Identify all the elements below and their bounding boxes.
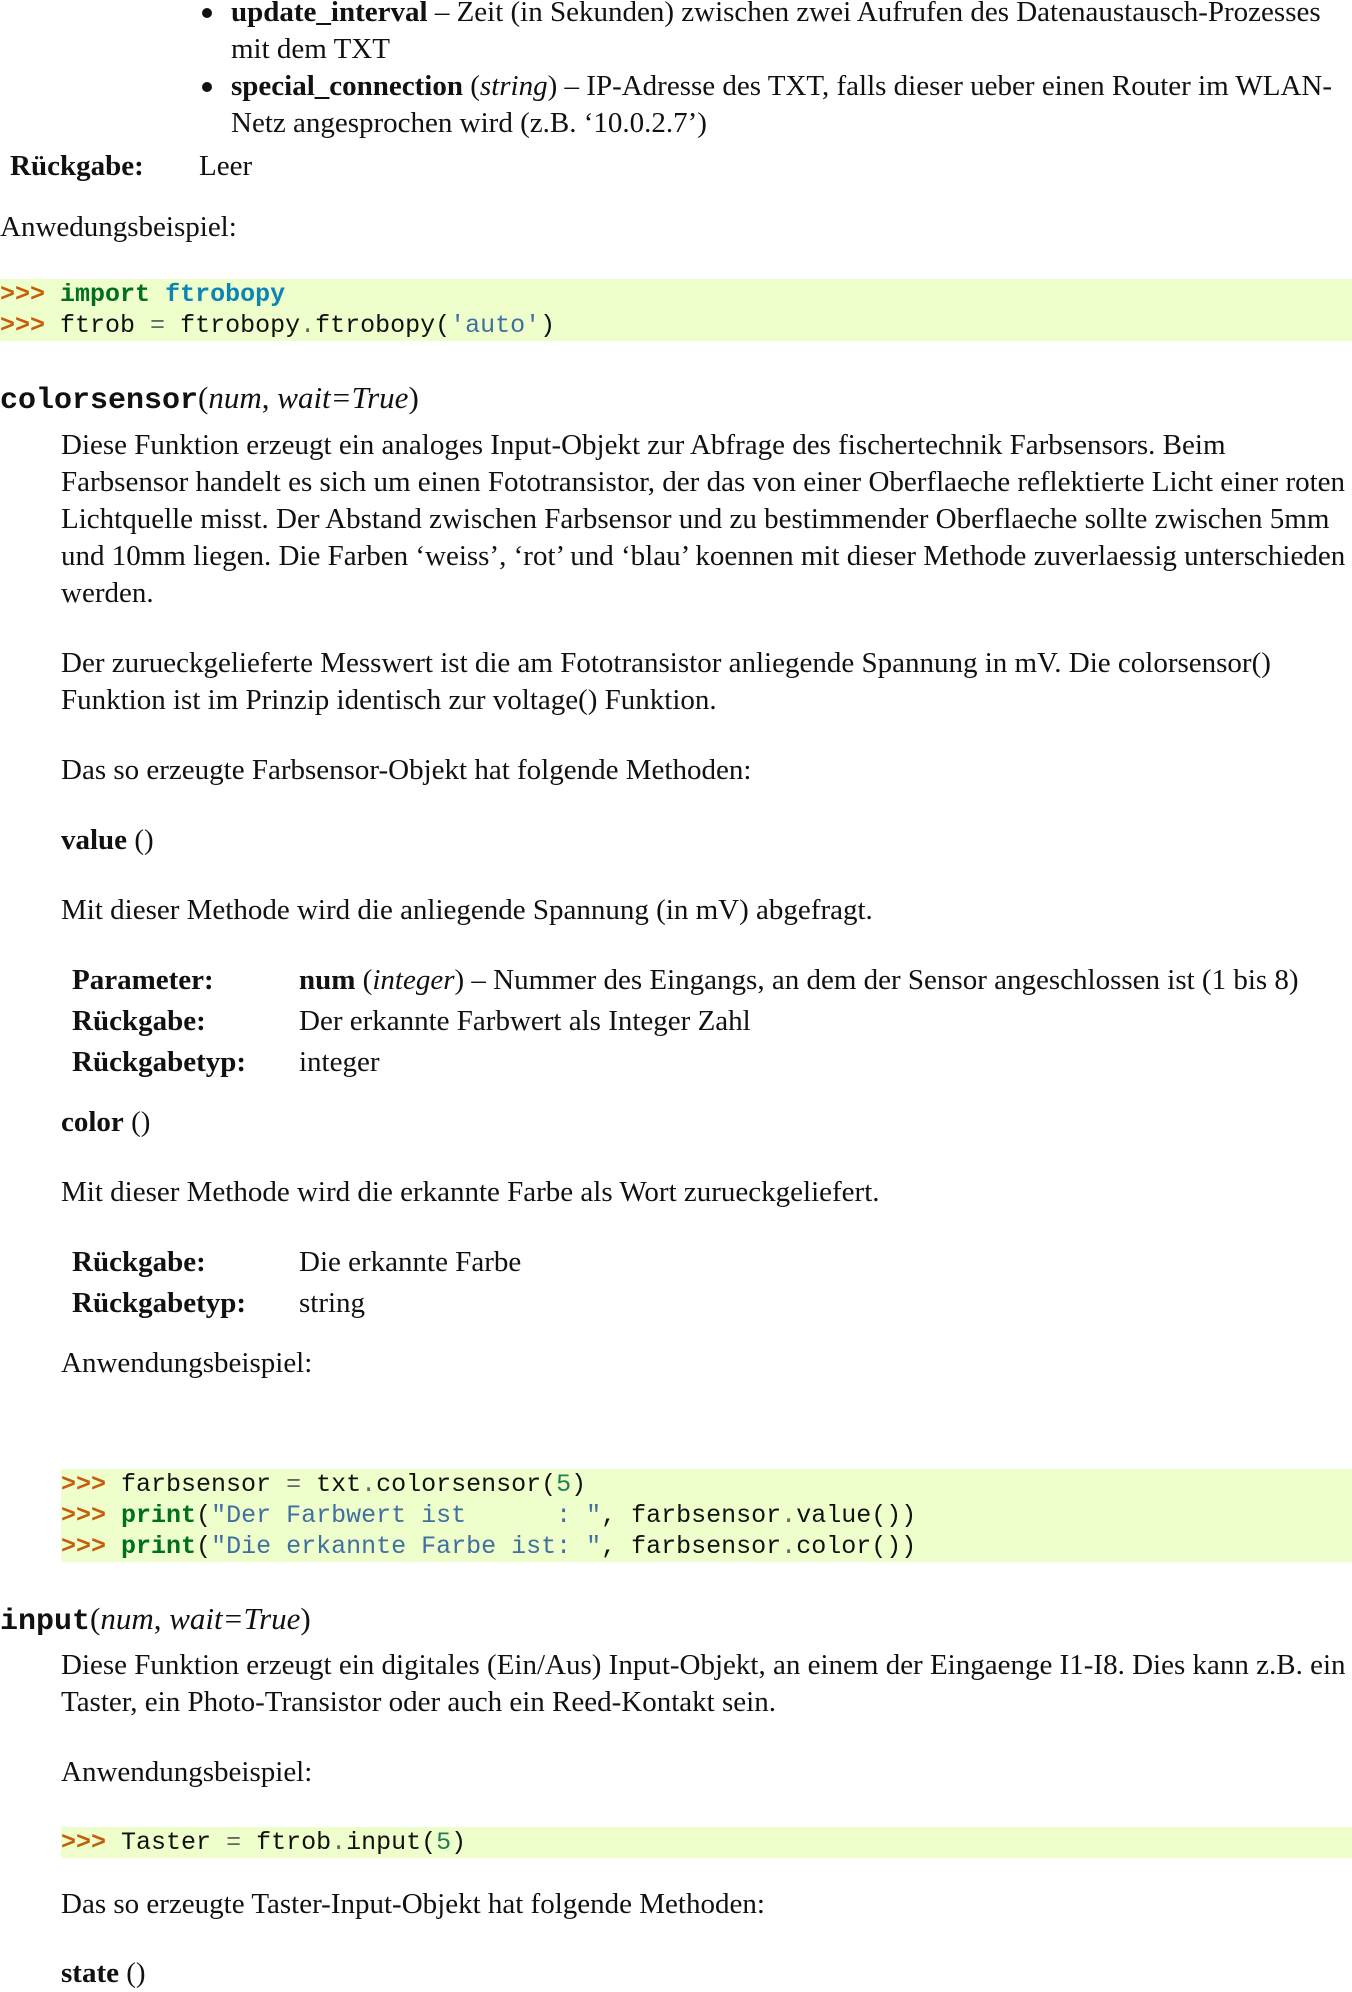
method-state <box>61 1955 146 1992</box>
param-type: string <box>479 70 548 102</box>
code-token: ftrobopy <box>165 311 301 340</box>
method-parens: () <box>127 824 154 856</box>
code-block-input <box>61 1827 1352 1858</box>
field-label: Rückgabe: <box>72 1246 206 1278</box>
param-update-interval <box>231 0 1341 68</box>
code-prompt: >>> <box>0 311 46 340</box>
code-line <box>0 310 1352 341</box>
field-label: Rückgabetyp: <box>72 1046 247 1078</box>
code-prompt: >>> <box>61 1532 107 1561</box>
method-value <box>61 822 1351 859</box>
method-name: value <box>61 824 128 856</box>
arg-num: num <box>208 380 262 415</box>
param-special-connection: special_connection (string) – IP-Adresse des TXT, falls dieser ueber einen Router im WLAN-Netz angesprochen wird (z.B. ‘10.0.2.7’) <box>231 68 1341 142</box>
code-token: , farbsensor <box>601 1532 782 1561</box>
arg-num: num <box>100 1601 154 1636</box>
code-prompt: >>> <box>61 1470 107 1499</box>
code-token: . <box>361 1470 377 1499</box>
input-desc: Diese Funktion erzeugt ein digitales (Ein/Aus) Input-Objekt, an einem der Eingaenge I1-I8. Dies kann z.B. ein Taster, ein Photo-Transistor oder auch ein Reed-Kontakt sein. <box>61 1649 1346 1718</box>
code-token: ) <box>571 1470 587 1499</box>
code-token: ) <box>451 1828 467 1857</box>
code-token: 5 <box>436 1828 452 1857</box>
field-label: Rückgabe: <box>72 1005 206 1037</box>
code-token: , farbsensor <box>601 1501 782 1530</box>
code-line <box>61 1531 1352 1562</box>
code-block-import <box>0 279 1352 341</box>
code-prompt: >>> <box>61 1501 107 1530</box>
code-line <box>0 279 1352 310</box>
code-token: ) <box>540 311 556 340</box>
field-body: Die erkannte Farbe <box>299 1246 522 1278</box>
paren-close: ) <box>300 1601 311 1636</box>
colorsensor-desc-2: Der zurueckgelieferte Messwert ist die am Fototransistor anliegende Spannung in mV. Die colorsensor() Funktion ist im Prinzip identisch zur voltage() Funktion. <box>61 647 1271 716</box>
arg-wait: wait=True <box>277 380 409 415</box>
function-signature-input <box>0 1600 311 1641</box>
code-token: ftrobopy( <box>315 311 451 340</box>
code-token: = <box>150 311 166 340</box>
field-body: integer <box>299 1046 380 1078</box>
methods-intro: Das so erzeugte Taster-Input-Objekt hat folgende Methoden: <box>61 1888 765 1920</box>
method-value-desc: Mit dieser Methode wird die anliegende Spannung (in mV) abgefragt. <box>61 894 873 926</box>
code-token: = <box>286 1470 302 1499</box>
code-token: colorsensor( <box>376 1470 557 1499</box>
colorsensor-body <box>61 427 1351 1382</box>
code-line <box>61 1469 1352 1500</box>
code-token: farbsensor <box>121 1470 287 1499</box>
method-name: color <box>61 1106 124 1138</box>
function-name: colorsensor <box>0 384 199 418</box>
field-body: string <box>299 1287 366 1319</box>
code-token: . <box>300 311 316 340</box>
function-name: input <box>0 1605 91 1639</box>
example-label: Anwedungsbeispiel: <box>0 211 237 243</box>
field-parameter <box>72 962 1339 999</box>
method-parens: () <box>123 1106 151 1138</box>
code-token: 5 <box>556 1470 572 1499</box>
field-return-type <box>72 1040 1339 1081</box>
code-token: . <box>331 1828 347 1857</box>
return-label: Rückgabe: <box>10 150 144 182</box>
code-block-colorsensor <box>61 1469 1352 1562</box>
return-field <box>10 148 144 185</box>
arg-separator: , <box>261 380 278 415</box>
code-line <box>61 1500 1352 1531</box>
method-color-desc: Mit dieser Methode wird die erkannte Farbe als Wort zurueckgeliefert. <box>61 1176 880 1208</box>
value-field-list <box>72 962 1339 1081</box>
param-name: num <box>299 964 356 996</box>
code-token: import <box>60 280 166 309</box>
field-body: num (integer) – Nummer des Eingangs, an dem der Sensor angeschlossen ist (1 bis 8) <box>299 964 1299 996</box>
code-token: print <box>121 1532 197 1561</box>
parameter-list <box>231 0 1341 142</box>
paren-close: ) <box>408 380 419 415</box>
code-token: . <box>781 1501 797 1530</box>
method-parens: () <box>118 1957 146 1989</box>
arg-wait: wait=True <box>169 1601 301 1636</box>
methods-intro: Das so erzeugte Farbsensor-Objekt hat folgende Methoden: <box>61 754 752 786</box>
example-label: Anwendungsbeispiel: <box>61 1756 313 1788</box>
param-type: integer <box>372 964 455 996</box>
field-label: Parameter: <box>72 964 214 996</box>
example-label: Anwendungsbeispiel: <box>61 1347 313 1379</box>
code-token: color()) <box>796 1532 917 1561</box>
param-text: – Zeit (in Sekunden) zwischen zwei Aufrufen des Datenaustausch-Prozesses mit dem TXT <box>231 0 1321 65</box>
code-line <box>61 1827 1352 1858</box>
method-name: state <box>61 1957 119 1989</box>
code-token: input( <box>346 1828 437 1857</box>
code-token: 'auto' <box>450 311 541 340</box>
color-field-list <box>72 1244 521 1322</box>
code-token: print <box>121 1501 197 1530</box>
code-token: ftrob <box>241 1828 332 1857</box>
param-text: – IP-Adresse des TXT, falls dieser ueber einen Router im WLAN-Netz angesprochen wird (z.B. ‘10.0.2.7’) <box>231 70 1333 139</box>
method-color <box>61 1104 1351 1141</box>
return-value: Leer <box>199 150 253 182</box>
field-return-type <box>72 1281 521 1322</box>
code-token: ( <box>196 1532 212 1561</box>
code-token: = <box>226 1828 242 1857</box>
code-token: ( <box>196 1501 212 1530</box>
code-token: ftrob <box>60 311 151 340</box>
field-return <box>72 999 1339 1040</box>
param-name: update_interval <box>231 0 428 28</box>
field-label: Rückgabetyp: <box>72 1287 247 1319</box>
arg-separator: , <box>153 1601 170 1636</box>
code-prompt: >>> <box>0 280 46 309</box>
code-token: value()) <box>796 1501 917 1530</box>
code-token: . <box>781 1532 797 1561</box>
input-body <box>61 1647 1351 1791</box>
code-prompt: >>> <box>61 1828 107 1857</box>
function-signature-colorsensor <box>0 379 419 420</box>
code-token: ftrobopy <box>165 280 286 309</box>
param-text: – Nummer des Eingangs, an dem der Sensor angeschlossen ist (1 bis 8) <box>464 964 1299 996</box>
code-token: "Die erkannte Farbe ist: " <box>211 1532 602 1561</box>
paren-open: ( <box>198 380 209 415</box>
code-token: txt <box>301 1470 362 1499</box>
field-return <box>72 1244 521 1281</box>
field-body: Der erkannte Farbwert als Integer Zahl <box>299 1005 751 1037</box>
code-token: "Der Farbwert ist : " <box>211 1501 602 1530</box>
colorsensor-desc-1: Diese Funktion erzeugt ein analoges Input-Objekt zur Abfrage des fischertechnik Farbsensors. Beim Farbsensor handelt es sich um einen Fototransistor, der das von einer Oberflaeche reflektierte Licht einer roten Lichtquelle misst. Der Abstand zwischen Farbsensor und zu bestimmender Oberflaeche sollte zwischen 5mm und 10mm liegen. Die Farben ‘weiss’, ‘rot’ und ‘blau’ koennen mit dieser Methode zuverlaessig unterschieden werden. <box>61 429 1346 609</box>
param-name: special_connection <box>231 70 463 102</box>
paren-open: ( <box>90 1601 101 1636</box>
code-token: Taster <box>121 1828 227 1857</box>
